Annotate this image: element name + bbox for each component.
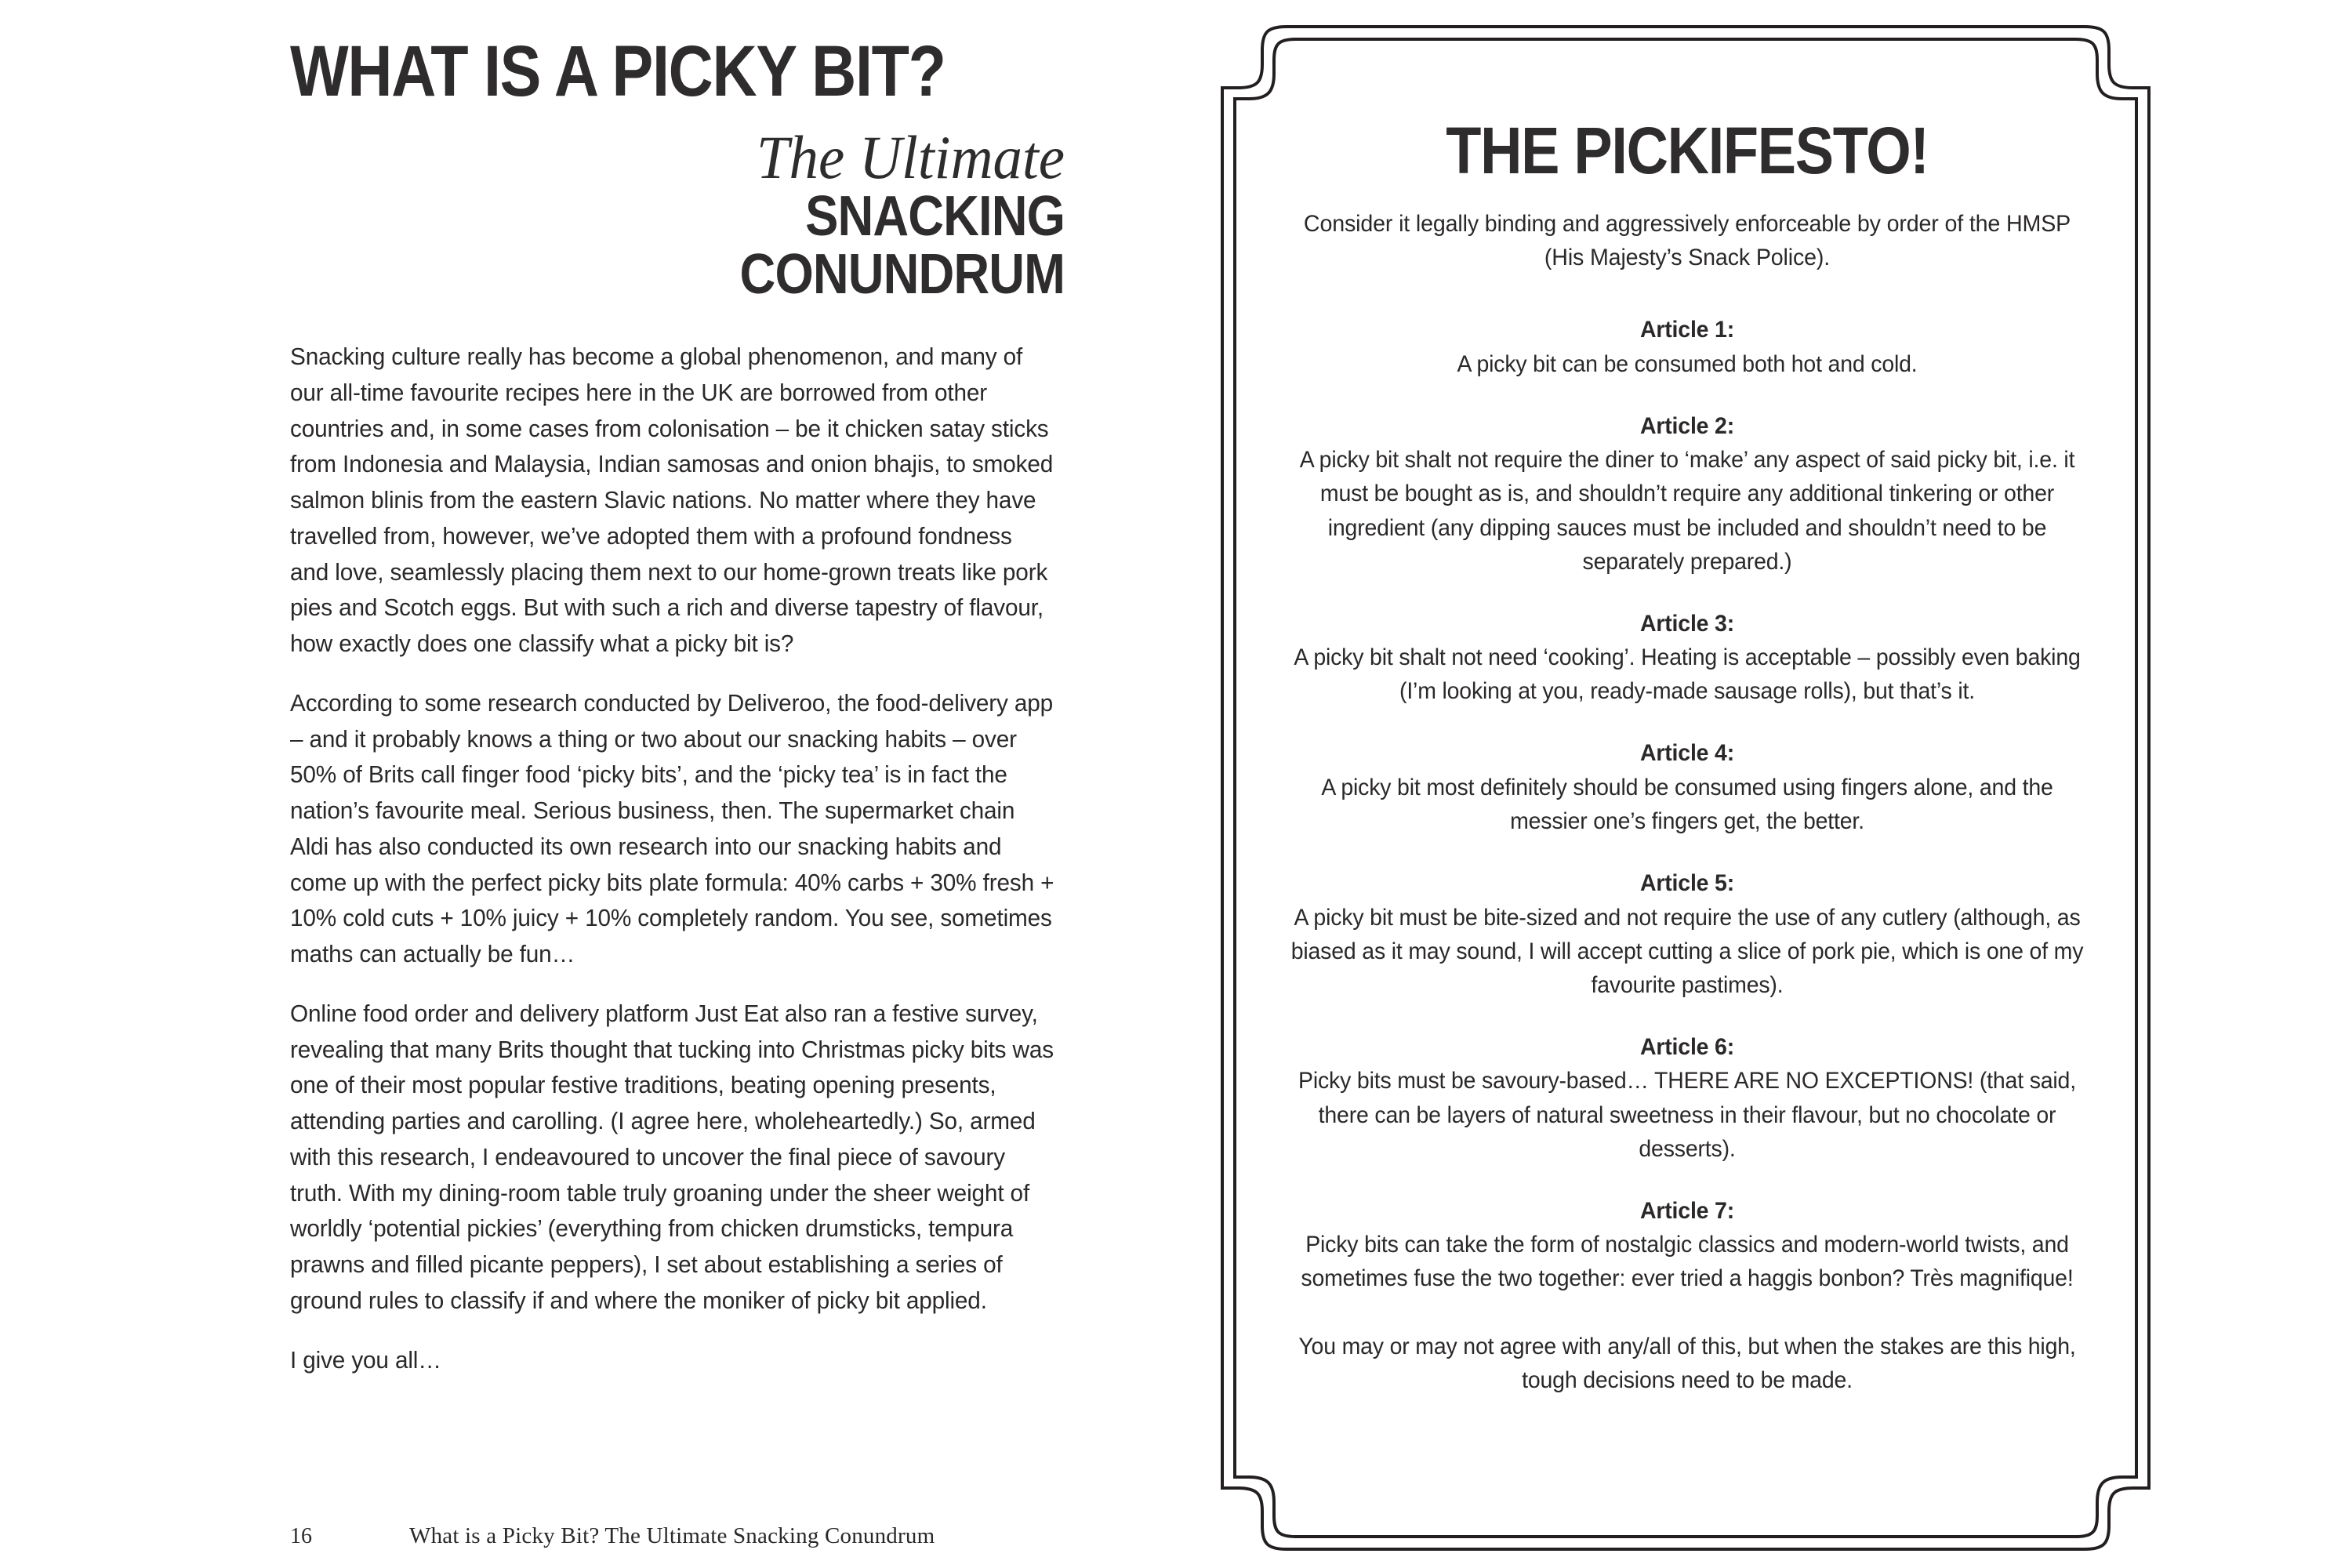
- article-heading: Article 7:: [1639, 1197, 1735, 1224]
- subtitle-line-snacking: SNACKING: [805, 185, 1065, 249]
- pickifesto-intro: Consider it legally binding and aggressively enforceable by order of the HMSP (His Majesty’s Snack Police).: [1303, 211, 2071, 271]
- article-item: [1272, 867, 2103, 1002]
- article-body: A picky bit shalt not need ‘cooking’. Heating is acceptable – possibly even baking (I’m looking at you, ready-made sausage rolls), but that’s it.: [1294, 644, 2081, 705]
- pickifesto-outro: You may or may not agree with any/all of this, but when the stakes are this high, tough decisions need to be made.: [1298, 1334, 2076, 1394]
- article-heading: Article 1:: [1639, 317, 1735, 343]
- article-body: A picky bit most definitely should be consumed using fingers alone, and the messier one’s fingers get, the better.: [1321, 774, 2053, 834]
- article-item: [1272, 314, 2103, 381]
- subtitle-italic: The Ultimate: [756, 123, 1065, 192]
- article-heading: Article 2:: [1639, 412, 1735, 439]
- article-body: A picky bit must be bite-sized and not require the use of any cutlery (although, as biased as it may sound, I will accept cutting a slice of pork pie, which is one of my favourite pastimes).: [1290, 904, 2084, 998]
- article-body: A picky bit can be consumed both hot and cold.: [1457, 350, 1918, 377]
- article-body: Picky bits must be savoury-based… THERE ARE NO EXCEPTIONS! (that said, there can be layers of natural sweetness in their flavour, but no chocolate or desserts).: [1298, 1068, 2076, 1162]
- article-item: [1272, 410, 2103, 579]
- article-item: [1272, 1031, 2103, 1166]
- subtitle-line-conundrum: CONUNDRUM: [739, 242, 1065, 306]
- subtitle-block: [290, 123, 1121, 306]
- article-item: [1272, 1195, 2103, 1296]
- article-body: Picky bits can take the form of nostalgic classics and modern-world twists, and sometimes fuse the two together: ever tried a haggis bonbon? Très magnifique!: [1301, 1232, 2074, 1292]
- page-footer: [290, 1523, 1137, 1549]
- body-paragraph: According to some research conducted by Deliveroo, the food-delivery app – and it probably knows a thing or two about our snacking habits – over 50% of Brits call finger food ‘picky bits’, and the ‘picky tea’ is in fact the nation’s favourite meal. Serious business, then. The supermarket chain Aldi has also conducted its own research into our snacking habits and come up with the perfect picky bits plate formula: 40% carbs + 30% fresh + 10% cold cuts + 10% juicy + 10% completely random. You see, sometimes maths can actually be fun…: [290, 689, 1054, 968]
- page-number: 16: [290, 1524, 312, 1548]
- left-page-header: [290, 31, 1121, 1378]
- article-item: [1272, 737, 2103, 838]
- article-item: [1272, 608, 2103, 709]
- articles-list: [1264, 314, 2111, 1295]
- article-heading: Article 5:: [1639, 870, 1735, 897]
- body-paragraph: Online food order and delivery platform Just Eat also ran a festive survey, revealing that many Brits thought that tucking into Christmas picky bits was one of their most popular festive traditions, beating opening presents, attending parties and carolling. (I agree here, wholeheartedly.) So, armed with this research, I endeavoured to uncover the final piece of savoury truth. With my dining-room table truly groaning under the sheer weight of worldly ‘potential pickies’ (everything from chicken drumsticks, tempura prawns and filled picante peppers), I set about establishing a series of ground rules to classify if and where the moniker of picky bit applied.: [290, 1000, 1054, 1314]
- article-heading: Article 6:: [1639, 1033, 1735, 1060]
- page-title: WHAT IS A PICKY BIT?: [290, 31, 946, 111]
- right-page: [1176, 0, 2352, 1568]
- body-paragraph: Snacking culture really has become a global phenomenon, and many of our all-time favourite recipes here in the UK are borrowed from other countries and, in some cases from colonisation – be it chicken satay sticks from Indonesia and Malaysia, Indian samosas and onion bhajis, to smoked salmon blinis from the eastern Slavic nations. No matter where they have travelled from, however, we’ve adopted them with a profound fondness and love, seamlessly placing them next to our home-grown treats like pork pies and Scotch eggs. But with such a rich and diverse tapestry of flavour, how exactly does one classify what a picky bit is?: [290, 343, 1054, 658]
- article-body: A picky bit shalt not require the diner to ‘make’ any aspect of said picky bit, i.e. it must be bought as is, and shouldn’t require any additional tinkering or other ingredient (any dipping sauces must be included and shouldn’t need to be separately prepared.): [1299, 447, 2075, 575]
- article-heading: Article 3:: [1639, 610, 1735, 637]
- body-paragraph: I give you all…: [290, 1346, 441, 1374]
- pickifesto-title: THE PICKIFESTO!: [1446, 114, 1929, 187]
- running-title: What is a Picky Bit? The Ultimate Snacking Conundrum: [409, 1523, 935, 1548]
- article-heading: Article 4:: [1639, 740, 1735, 767]
- body-text-column: [290, 339, 1074, 1378]
- pickifesto-content: [1264, 114, 2111, 1397]
